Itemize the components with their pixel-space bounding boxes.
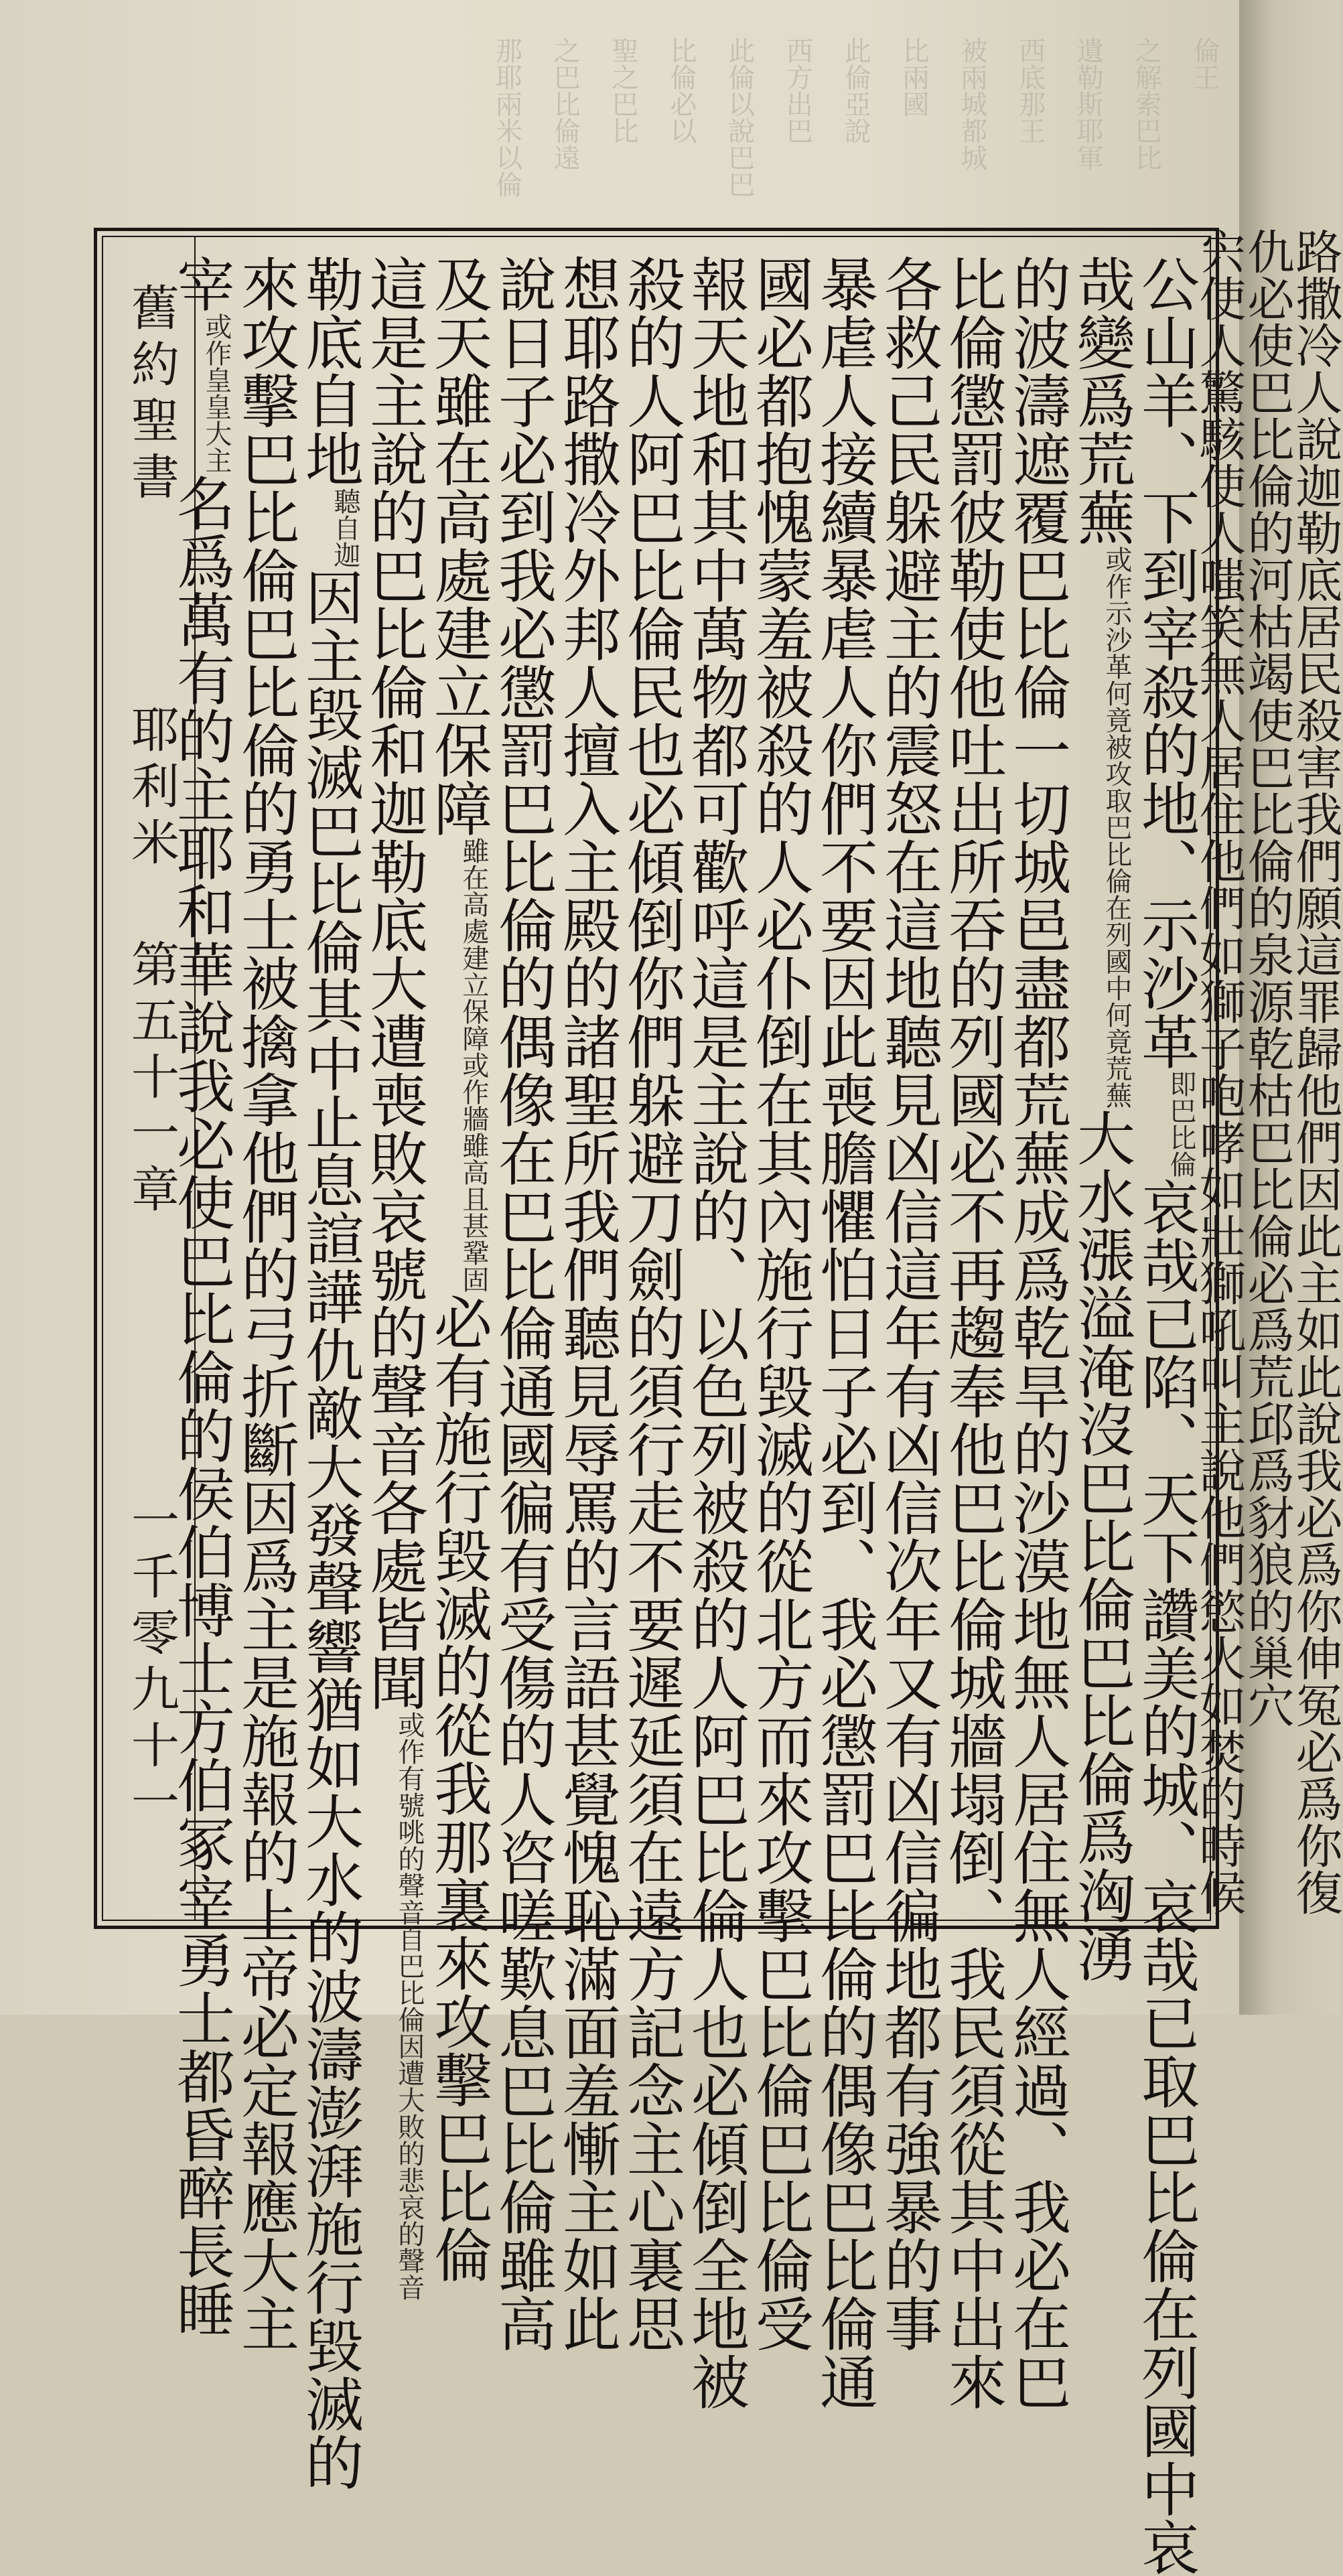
verse-text: 想耶路撒冷外邦人擅入主殿的諸聖所我們聽見辱罵的言語甚覺愧恥滿面羞慚主如此 — [553, 255, 621, 2352]
verse-text: 及天雖在高處建立保障 — [424, 255, 492, 837]
bleed-through-line: 遺勒斯耶軍 — [1072, 37, 1104, 171]
bleed-through-line: 比兩國 — [898, 37, 930, 117]
bleed-through-line: 被兩城都城 — [956, 37, 987, 171]
verse-text: 比倫懲罰彼勒使他吐出所吞的列國必不再趨奉他巴比倫城牆塌倒、我民須從其中出來 — [938, 255, 1007, 2411]
bleed-through-line: 倫王 — [1189, 37, 1220, 90]
scripture-text — [167, 255, 1206, 2576]
verse-text: 來攻擊巴比倫巴比倫的勇士被擒拿他們的弓折斷因爲主是施報的上帝必定報應大主 — [231, 255, 299, 2352]
verse-text: 公山羊、下到宰殺的地、示沙革 — [1131, 255, 1200, 1070]
text-column — [295, 255, 364, 2491]
text-column — [424, 255, 492, 2283]
facing-page-column: 宍使人驚駭使人嗤笑無人居住他們如獅子咆哮如壯獅吼叫主說他們慾火如焚的時候 — [1192, 228, 1247, 1916]
text-column — [1003, 255, 1071, 2411]
verse-text: 暴虐人接續暴虐人你們不要因此喪膽懼怕日子必到、我必懲罰巴比倫的偶像巴比倫通 — [810, 255, 878, 2411]
book-title: 舊約聖書 — [123, 283, 180, 508]
annotation-note: 或作皇皇大主 — [200, 313, 232, 474]
verse-text: 各救己民躲避主的震怒在這地聽見凶信這年有凶信次年又有凶信徧地都有強暴的事 — [874, 255, 942, 2352]
verse-text: 這是主說的巴比倫和迦勒底大遭喪敗哀號的聲音各處皆聞 — [360, 255, 428, 1711]
text-column — [1131, 255, 1200, 2576]
annotation-note: 雖在高處建立保障或作牆雖高且甚鞏固 — [457, 837, 489, 1293]
verse-text: 因主毀滅巴比倫其中止息諠譁仇敵大發聲響猶如大水的波濤澎湃施行毀滅的 — [295, 568, 364, 2491]
text-column — [167, 255, 235, 2338]
text-column — [681, 255, 750, 2411]
verse-text: 的波濤遮覆巴比倫一切城邑盡都荒蕪成爲乾旱的沙漠地無人居住無人經過、我必在巴 — [1003, 255, 1071, 2411]
text-column — [938, 255, 1007, 2411]
bleed-through-line: 之巴比倫遠 — [549, 37, 581, 171]
book-name: 耶利米 — [123, 705, 180, 873]
page-number: 一千零九十一 — [123, 1495, 180, 1833]
bleed-through-line: 那耶兩米以倫 — [491, 37, 522, 198]
text-column — [488, 255, 557, 2352]
bleed-through-line: 之解索巴比 — [1131, 37, 1162, 171]
annotation-note: 或作示沙革何竟被攻取巴比倫在列國中何竟荒蕪 — [1101, 546, 1132, 1108]
verse-text: 哀哉已陷、天下讚美的城、哀哉已取巴比倫在列國中哀 — [1131, 1177, 1200, 2576]
bleed-through-line: 此倫以說巴巴 — [723, 37, 755, 198]
text-column — [231, 255, 299, 2352]
verse-text: 哉變爲荒蕪 — [1067, 255, 1135, 546]
text-column — [553, 255, 621, 2352]
annotation-note: 即巴比倫 — [1165, 1070, 1196, 1177]
text-column — [810, 255, 878, 2411]
annotation-note: 聽自迦 — [329, 488, 360, 568]
verse-text: 說日子必到我必懲罰巴比倫的偶像在巴比倫通國徧有受傷的人咨嗟歎息巴比倫雖高 — [488, 255, 557, 2352]
text-column — [617, 255, 685, 2352]
bleed-through-line: 西底那王 — [1014, 37, 1046, 144]
facing-page-column: 路撒冷人說迦勒底居民殺害我們願這罪歸他們因此主如此說我必爲你伸冤必爲你復 — [1288, 228, 1343, 1916]
verse-text: 名爲萬有的主耶和華說我必使巴比倫的侯伯博士方伯冢宰勇士都昏醉長睡 — [167, 474, 235, 2338]
facing-page-column: 仇必使巴比倫的河枯竭使巴比倫的泉源乾枯巴比倫必爲荒邱爲豺狼的巢穴 — [1240, 228, 1295, 1728]
chapter-label: 第五十一章 — [123, 939, 180, 1220]
text-column — [746, 255, 814, 2352]
verse-text: 宰 — [167, 255, 235, 313]
annotation-note: 或作有號咷的聲音自巴比倫因遭大敗的悲哀的聲音 — [393, 1711, 425, 2301]
verse-text: 國必都抱愧蒙羞被殺的人必仆倒在其內施行毀滅的從北方而來攻擊巴比倫巴比倫受 — [746, 255, 814, 2352]
bleed-through-line: 比倫必以 — [665, 37, 697, 144]
verse-text: 必有施行毀滅的從我那裏來攻擊巴比倫 — [424, 1293, 492, 2283]
verse-text: 殺的人阿巴比倫民也必傾倒你們躲避刀劍的須行走不要遲延須在遠方記念主心裏思 — [617, 255, 685, 2352]
bleed-through-text — [228, 37, 1219, 204]
verse-text: 勒底自地 — [295, 255, 364, 488]
text-column — [360, 255, 428, 2301]
text-column — [874, 255, 942, 2352]
bleed-through-line: 西方出巴 — [782, 37, 813, 144]
verse-text: 報天地和其中萬物都可歡呼這是主說的、以色列被殺的人阿巴比倫人也必傾倒全地被 — [681, 255, 750, 2411]
bleed-through-line: 聖之巴比 — [608, 37, 639, 144]
verse-text: 大水漲溢淹沒巴比倫巴比倫爲洶湧 — [1067, 1108, 1135, 1983]
bleed-through-line: 此倫亞說 — [840, 37, 871, 144]
text-column — [1067, 255, 1135, 1983]
